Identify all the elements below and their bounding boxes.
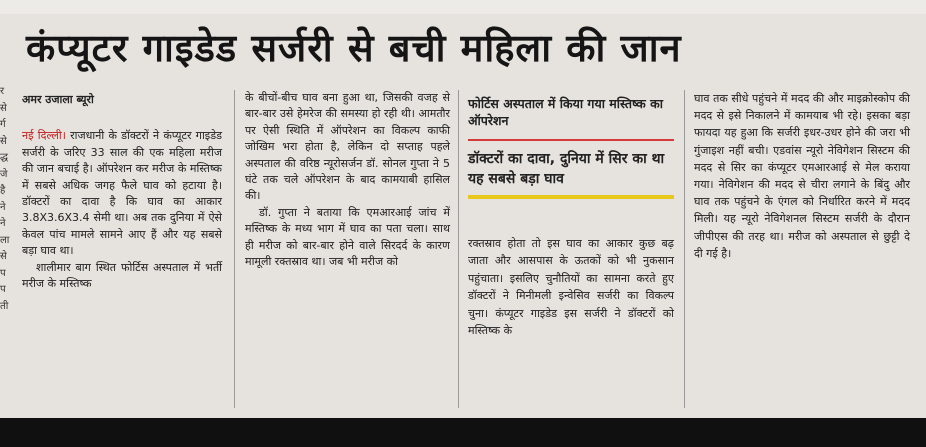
bottom-shadow-strip <box>0 418 926 447</box>
clipped-text-fragment: प <box>0 284 6 295</box>
clipped-text-fragment: ने <box>0 201 6 213</box>
red-rule <box>468 139 674 141</box>
article-column-2 <box>245 90 450 270</box>
clipped-text-fragment: से <box>0 135 7 147</box>
subhead-secondary: डॉक्टरों का दावा, दुनिया में सिर का था यह सबसे बड़ा घाव <box>468 151 665 187</box>
clipped-text-fragment: ला <box>0 234 10 246</box>
article-column-1 <box>22 92 222 292</box>
clipped-text-fragment: है <box>0 185 6 196</box>
clipped-text-fragment: ने <box>0 218 6 229</box>
subhead-primary: फोर्टिस अस्पताल में किया गया मस्तिष्क का ऑपरेशन <box>468 96 663 128</box>
column-1-paragraph-1-text: राजधानी के डॉक्टरों ने कंप्यूटर गाइडेड सर्जरी के जरिए 33 साल की एक महिला मरीज की जान बचाई है। ऑपरेशन कर मरीज के मस्तिष्क में सबसे अधिक जगह फैले घाव को हटाया है। डॉक्टरों का दावा है कि घाव का आकार 3.8X3.6X3.4 सेमी था। अब तक दुनिया में ऐसे केवल पांच मामले सामने आए हैं और यह सबसे बड़ा घाव था। <box>22 129 222 258</box>
column-2-paragraph-1: के बीचों-बीच घाव बना हुआ था, जिसकी वजह से बार-बार उसे हेमरेज की समस्या हो रही थी। आमतौर पर ऐसी स्थिति में ऑपरेशन का विकल्प काफी जोखिम भरा होता है, लेकिन दो सप्ताह पहले अस्पताल की वरिष्ठ न्यूरोसर्जन डॉ. सोनल गुप्ता ने 5 घंटे तक चले ऑपरेशन के बाद कामयाबी हासिल की। <box>245 91 450 203</box>
column-3-paragraph-1: रक्तस्राव होता तो इस घाव का आकार कुछ बढ़ जाता और आसपास के ऊतकों को भी नुकसान पहुंचाता। इसलिए चुनौतियों का सामना करते हुए डॉक्टरों ने मिनीमली इन्वेसिव सर्जरी का विकल्प चुना। कंप्यूटर गाइडेड इस सर्जरी ने डॉक्टरों को मस्तिष्क के <box>468 237 674 338</box>
subhead-box <box>468 95 674 199</box>
yellow-rule <box>468 195 674 199</box>
article-column-4 <box>694 90 910 262</box>
clipped-text-fragment: से <box>0 251 7 262</box>
clipped-text-fragment: र्ग <box>0 119 6 130</box>
dateline: नई दिल्ली। <box>22 129 66 143</box>
clipped-text-fragment: प <box>0 267 6 279</box>
column-2-paragraph-2: डॉ. गुप्ता ने बताया कि एमआरआई जांच में मस्तिष्क के मध्य भाग में घाव का पता चला। साथ ही मरीज को बार-बार होने वाले सिरदर्द के कारण मामूली रक्तस्राव था। जब भी मरीज को <box>245 205 450 269</box>
clipped-text-fragment: र <box>0 86 5 97</box>
clipped-text-fragment: द्ध <box>0 152 8 163</box>
column-divider <box>458 90 459 408</box>
clipped-text-fragment: से <box>0 102 7 114</box>
left-column-fragment <box>0 84 13 404</box>
byline: अमर उजाला ब्यूरो <box>22 93 94 106</box>
clipped-text-fragment: जे <box>0 168 8 180</box>
headline: कंप्यूटर गाइडेड सर्जरी से बची महिला की जान <box>26 26 682 70</box>
column-1-paragraph-1 <box>22 128 222 259</box>
column-divider <box>234 90 235 408</box>
article-column-3 <box>468 235 674 339</box>
clipped-text-fragment: ती <box>0 300 9 312</box>
column-divider <box>684 90 685 408</box>
column-1-paragraph-2: शालीमार बाग स्थित फोर्टिस अस्पताल में भर्ती मरीज के मस्तिष्क <box>22 260 222 291</box>
top-margin <box>0 0 926 14</box>
column-4-paragraph-1: घाव तक सीधे पहुंचने में मदद की और माइक्रोस्कोप की मदद से इसे निकालने में कामयाब भी रहे। इसका बड़ा फायदा यह हुआ कि सर्जरी इधर-उधर होने की जरा भी गुंजाइश नहीं बची। एडवांस न्यूरो नेविगेशन सिस्टम की मदद से सिर का कंप्यूटर एमआरआई से मेल कराया गया। नेविगेशन की मदद से चीरा लगाने के बिंदु और घाव तक पहुंचने के एंगल को निर्धारित करने में मदद मिली। यह न्यूरो नेविगेशनल सिस्टम सर्जरी के दौरान जीपीएस की तरह था। मरीज को अस्पताल से छुट्टी दे दी गई है। <box>694 92 910 260</box>
